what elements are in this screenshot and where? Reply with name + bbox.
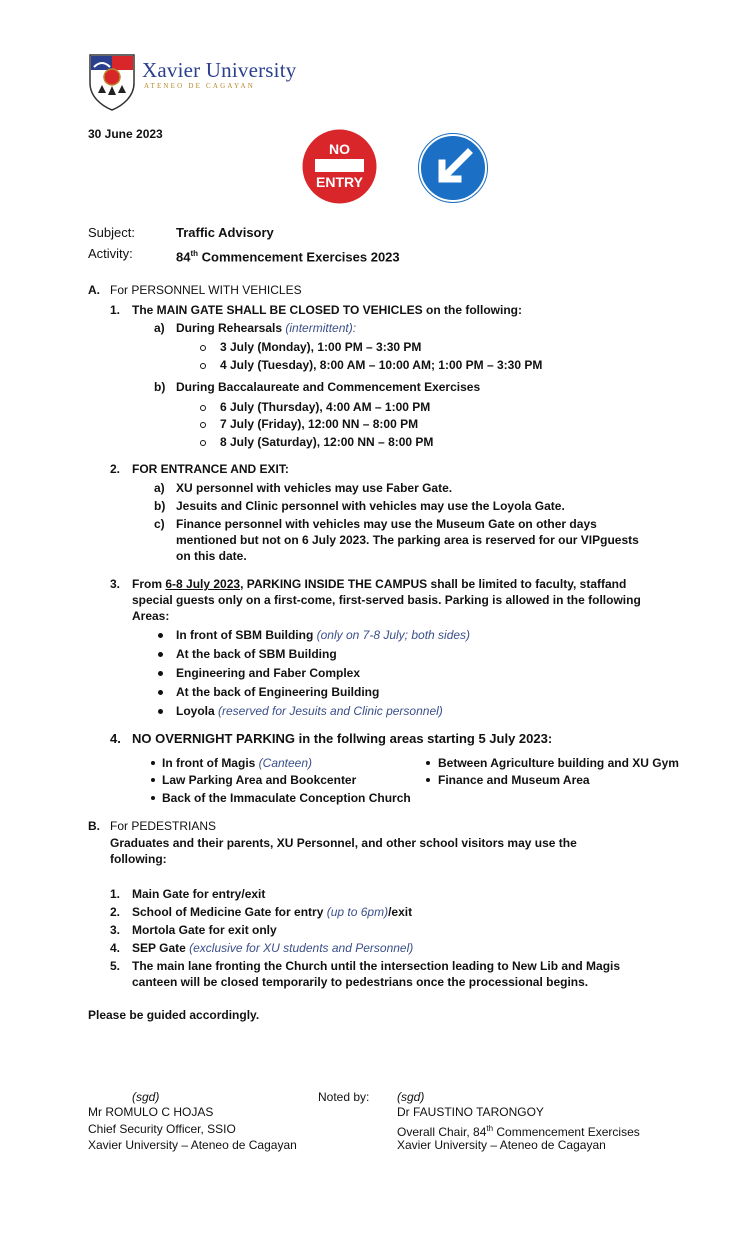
rehearsal-date-1: 3 July (Monday), 1:00 PM – 3:30 PM	[220, 340, 422, 354]
a2b-marker: b)	[154, 499, 166, 513]
university-subname: ATENEO DE CAGAYAN	[144, 82, 256, 90]
closing-text: Please be guided accordingly.	[88, 1008, 260, 1022]
circle-bullet-icon	[200, 345, 206, 351]
a2a-marker: a)	[154, 481, 165, 495]
no-parking-area-5: Finance and Museum Area	[438, 773, 590, 787]
b2-num: 2.	[110, 905, 121, 919]
no-parking-area-3: Back of the Immaculate Conception Church	[162, 791, 411, 805]
parking-area-2: At the back of SBM Building	[176, 647, 337, 661]
left-org: Xavier University – Ateneo de Cagayan	[88, 1138, 297, 1152]
section-b-marker: B.	[88, 819, 100, 833]
b3-text: Mortola Gate for exit only	[132, 923, 277, 937]
a3-line-2: special guests only on a first-come, first-served basis. Parking is allowed in the following	[132, 593, 641, 607]
a2c-line-3: on this date.	[176, 549, 247, 563]
a1a-text: During Rehearsals (intermittent):	[176, 321, 357, 335]
bullet-icon	[158, 671, 163, 676]
circle-bullet-icon	[200, 363, 206, 369]
parking-area-4: At the back of Engineering Building	[176, 685, 380, 699]
parking-area-1: In front of SBM Building (only on 7-8 July; both sides)	[176, 628, 471, 642]
bullet-icon	[158, 690, 163, 695]
university-name: Xavier University	[142, 58, 297, 82]
bullet-icon	[426, 761, 430, 765]
exercise-date-2: 7 July (Friday), 12:00 NN – 8:00 PM	[220, 417, 419, 431]
section-a-marker: A.	[88, 283, 100, 297]
activity-label: Activity:	[88, 246, 133, 261]
a3-num: 3.	[110, 577, 121, 591]
circle-bullet-icon	[200, 405, 206, 411]
a1-num: 1.	[110, 303, 121, 317]
bullet-icon	[158, 633, 163, 638]
a4-num: 4.	[110, 731, 121, 746]
a1b-text: During Baccalaureate and Commencement Exercises	[176, 380, 481, 394]
section-a-title: For PERSONNEL WITH VEHICLES	[110, 283, 302, 297]
university-logo	[88, 53, 300, 111]
a2-text: FOR ENTRANCE AND EXIT:	[132, 462, 289, 476]
section-b-intro-2: following:	[110, 852, 167, 866]
a2c-marker: c)	[154, 517, 165, 531]
b2-text: School of Medicine Gate for entry (up to 6pm)/exit	[132, 905, 413, 919]
rehearsal-date-2: 4 July (Tuesday), 8:00 AM – 10:00 AM; 1:00 PM – 3:30 PM	[220, 358, 543, 372]
section-b-title: For PEDESTRIANS	[110, 819, 217, 833]
parking-area-5: Loyola (reserved for Jesuits and Clinic personnel)	[176, 704, 443, 718]
exercise-date-1: 6 July (Thursday), 4:00 AM – 1:00 PM	[220, 400, 431, 414]
no-entry-text-1: NO	[329, 141, 350, 157]
circle-bullet-icon	[200, 422, 206, 428]
b3-num: 3.	[110, 923, 121, 937]
left-sgd: (sgd)	[132, 1090, 160, 1104]
document-date: 30 June 2023	[88, 127, 163, 141]
a2c-line-2: mentioned but not on 6 July 2023. The parking area is reserved for our VIPguests	[176, 533, 639, 547]
bullet-icon	[151, 796, 155, 800]
bullet-icon	[158, 709, 163, 714]
subject-label: Subject:	[88, 225, 135, 240]
left-name: Mr ROMULO C HOJAS	[88, 1105, 214, 1119]
circle-bullet-icon	[200, 440, 206, 446]
b4-text: SEP Gate (exclusive for XU students and Personnel)	[132, 941, 414, 955]
b1-num: 1.	[110, 887, 121, 901]
b5-line-1: The main lane fronting the Church until the intersection leading to New Lib and Magis	[132, 959, 621, 973]
bullet-icon	[151, 778, 155, 782]
left-title: Chief Security Officer, SSIO	[88, 1122, 236, 1136]
noted-by-label: Noted by:	[318, 1090, 370, 1104]
no-entry-text-2: ENTRY	[316, 174, 363, 190]
a1a-marker: a)	[154, 321, 165, 335]
a3-line-1: From 6-8 July 2023, PARKING INSIDE THE CAMPUS shall be limited to faculty, staffand	[132, 577, 627, 591]
a2b-text: Jesuits and Clinic personnel with vehicles may use the Loyola Gate.	[176, 499, 565, 513]
a3-line-3: Areas:	[132, 609, 170, 623]
parking-area-3: Engineering and Faber Complex	[176, 666, 361, 680]
b1-text: Main Gate for entry/exit	[132, 887, 266, 901]
bullet-icon	[426, 778, 430, 782]
a2-num: 2.	[110, 462, 121, 476]
bullet-icon	[151, 761, 155, 765]
bullet-icon	[158, 652, 163, 657]
no-parking-area-2: Law Parking Area and Bookcenter	[162, 773, 357, 787]
a4-text: NO OVERNIGHT PARKING in the follwing areas starting 5 July 2023:	[132, 731, 553, 746]
a2a-text: XU personnel with vehicles may use Faber Gate.	[176, 481, 453, 495]
a2c-line-1: Finance personnel with vehicles may use the Museum Gate on other days	[176, 517, 597, 531]
activity-value: 84th Commencement Exercises 2023	[176, 249, 400, 265]
subject-value: Traffic Advisory	[176, 225, 274, 240]
b5-line-2: canteen will be closed temporarily to pedestrians once the processional begins.	[132, 975, 589, 989]
no-parking-area-4: Between Agriculture building and XU Gym	[438, 756, 679, 770]
exercise-date-3: 8 July (Saturday), 12:00 NN – 8:00 PM	[220, 435, 434, 449]
b5-num: 5.	[110, 959, 121, 973]
right-org: Xavier University – Ateneo de Cagayan	[397, 1138, 606, 1152]
a1-text: The MAIN GATE SHALL BE CLOSED TO VEHICLES on the following:	[132, 303, 522, 317]
right-name: Dr FAUSTINO TARONGOY	[397, 1105, 544, 1119]
b4-num: 4.	[110, 941, 121, 955]
right-sgd: (sgd)	[397, 1090, 425, 1104]
no-parking-area-1: In front of Magis (Canteen)	[162, 756, 313, 770]
section-b-intro-1: Graduates and their parents, XU Personnel, and other school visitors may use the	[110, 836, 577, 850]
keep-left-arrow-sign-icon	[418, 133, 488, 203]
no-entry-sign-icon	[302, 129, 377, 204]
shield-crest-icon	[88, 53, 136, 111]
a1b-marker: b)	[154, 380, 166, 394]
right-title: Overall Chair, 84th Commencement Exercises	[397, 1124, 640, 1139]
